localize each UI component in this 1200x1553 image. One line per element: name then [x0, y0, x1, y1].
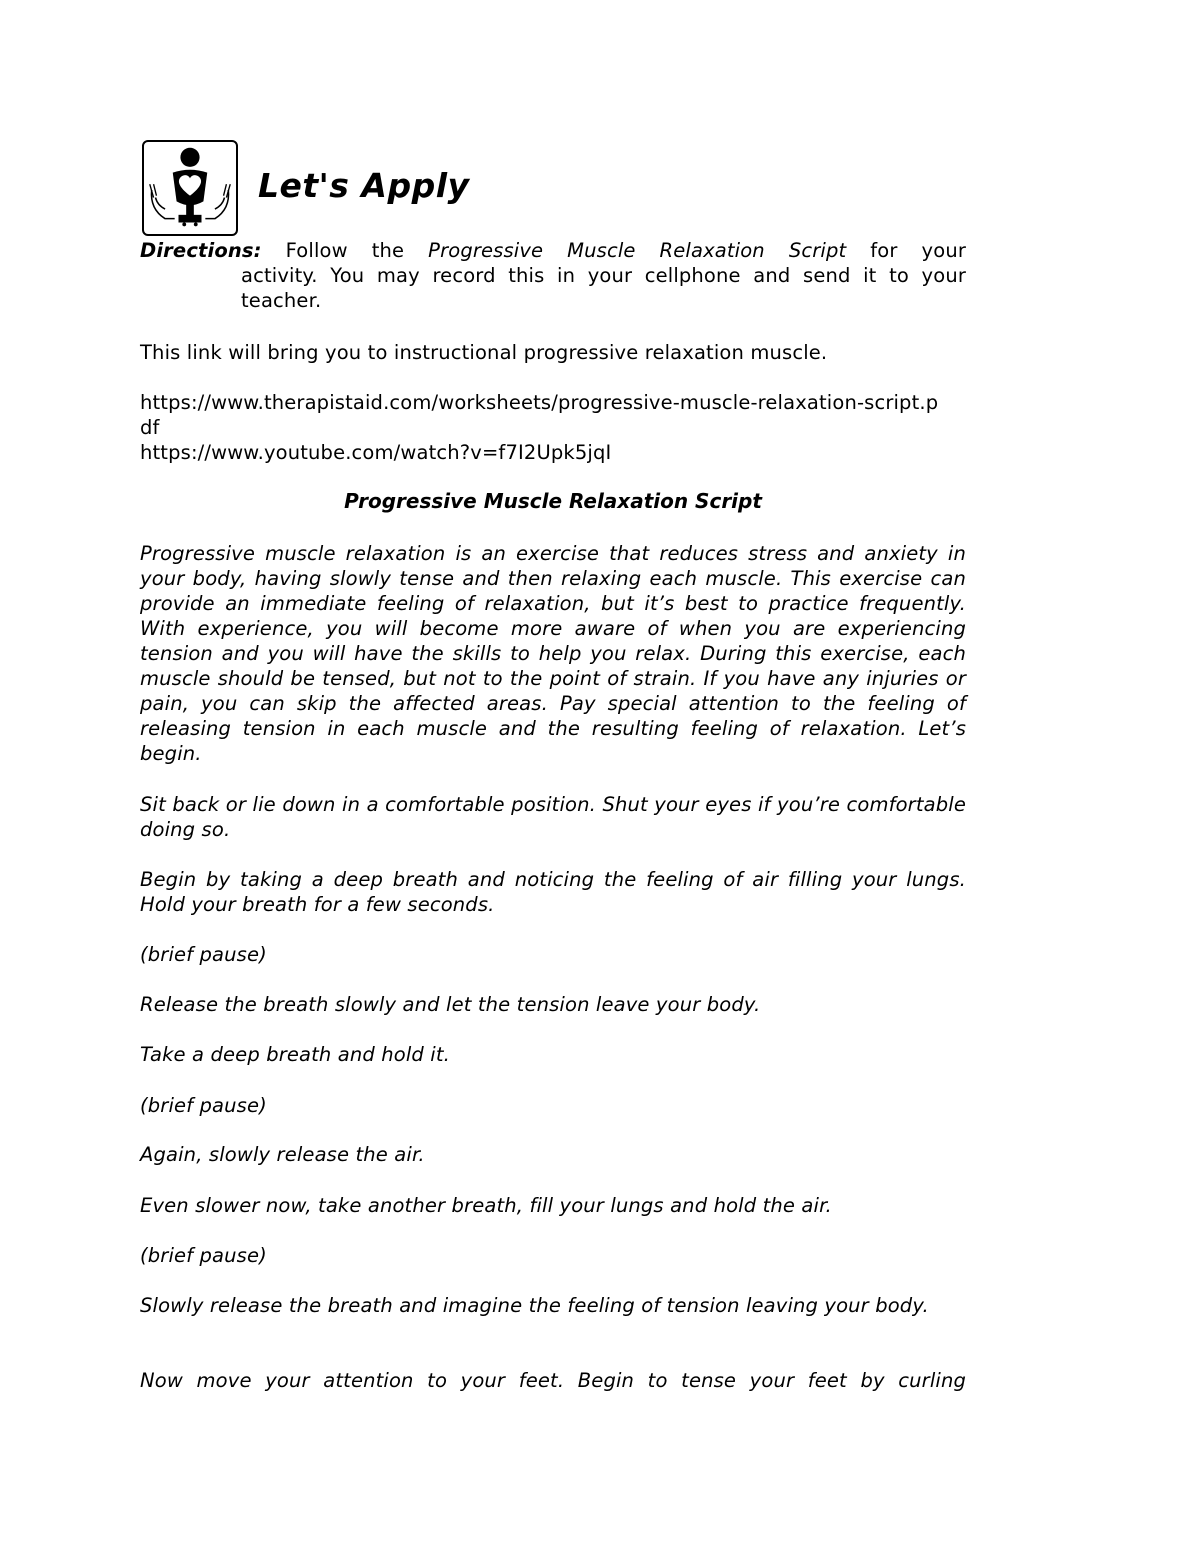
directions-script-title: Progressive Muscle Relaxation Script [428, 239, 847, 262]
script-paragraph: Now move your attention to your feet. Begin to tense your feet by curling [140, 1369, 966, 1392]
link-youtube[interactable]: https://www.youtube.com/watch?v=f7I2Upk5jqI [140, 441, 612, 464]
script-paragraph: Begin by taking a deep breath and noticing the feeling of air filling your lungs. Hold your breath for a few seconds. [140, 868, 966, 916]
script-paragraph: Again, slowly release the air. [140, 1143, 425, 1166]
script-paragraph: Even slower now, take another breath, fill your lungs and hold the air. [140, 1194, 832, 1217]
page-title: Let's Apply [258, 166, 470, 205]
script-paragraph: (brief pause) [140, 1244, 267, 1267]
link-therapistaid[interactable]: https://www.therapistaid.com/worksheets/progressive-muscle-relaxation-script.pdf [140, 391, 939, 439]
script-paragraph: Sit back or lie down in a comfortable position. Shut your eyes if you’re comfortable doing so. [140, 793, 966, 841]
directions-text-before: Follow the [261, 239, 429, 262]
script-paragraph: (brief pause) [140, 1094, 267, 1117]
script-paragraph: Take a deep breath and hold it. [140, 1043, 451, 1066]
script-paragraph: Slowly release the breath and imagine the feeling of tension leaving your body. [140, 1294, 929, 1317]
script-paragraph: Progressive muscle relaxation is an exercise that reduces stress and anxiety in your body, having slowly tense and then relaxing each muscle. This exercise can provide an immediate feeling of relaxation, but it’s best to practice frequently. With experience, you will become more aware of when you are experiencing tension and you will have the skills to help you relax. During this exercise, each muscle should be tensed, but not to the point of strain. If you have any injuries or pain, you can skip the affected areas. Pay special attention to the feeling of releasing tension in each muscle and the resulting feeling of relaxation. Let’s begin. [140, 542, 966, 765]
directions-label: Directions: [140, 239, 262, 262]
heart-care-hands-icon [142, 140, 238, 236]
script-paragraph: (brief pause) [140, 943, 267, 966]
directions-continuation: activity. You may record this in your cellphone and send it to your teacher. [241, 264, 966, 312]
directions-text-after: for your [846, 239, 966, 262]
directions-block [140, 238, 966, 313]
script-paragraph: Release the breath slowly and let the tension leave your body. [140, 993, 761, 1016]
directions-first-line [140, 238, 966, 263]
script-title: Progressive Muscle Relaxation Script [344, 489, 762, 513]
intro-line: This link will bring you to instructional progressive relaxation muscle. [140, 341, 828, 364]
